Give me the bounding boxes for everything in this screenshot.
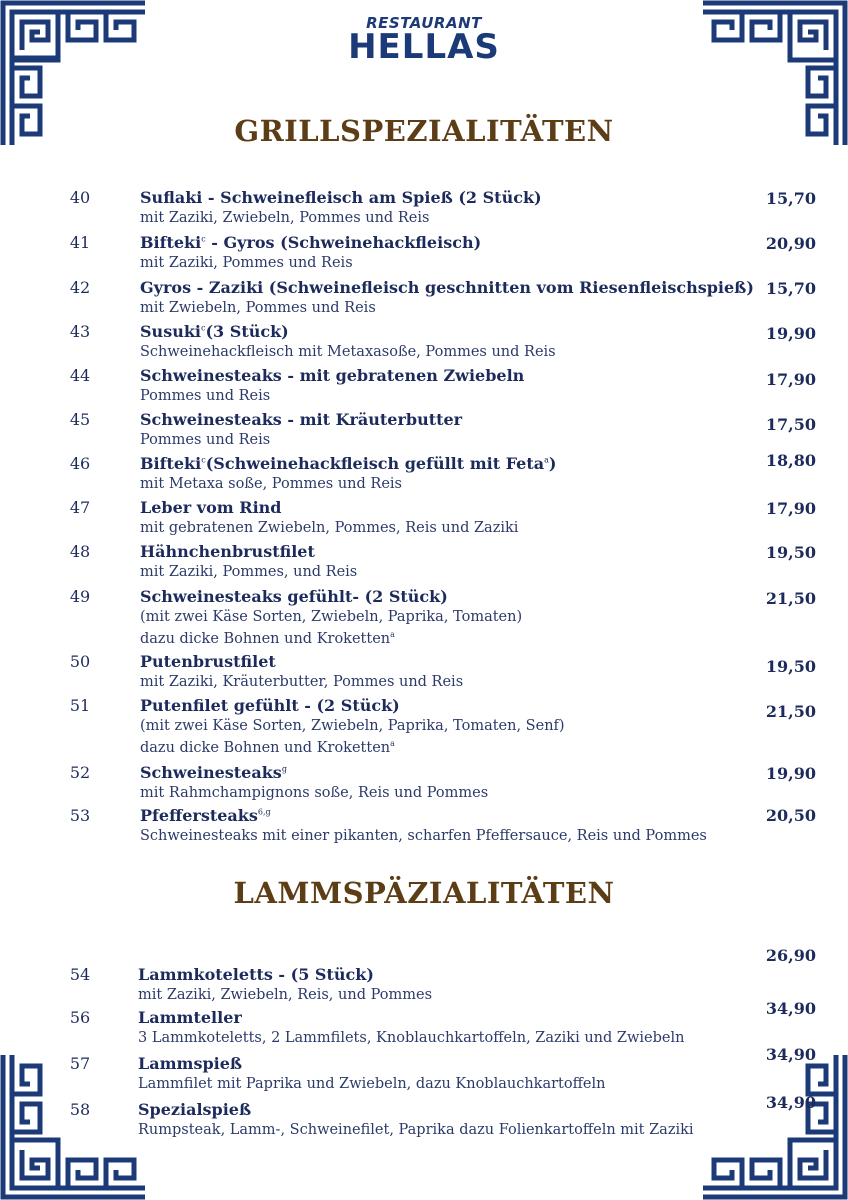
item-number: 46: [69, 454, 91, 473]
allergen-note: c: [201, 455, 206, 465]
item-number: 53: [69, 806, 91, 825]
item-price: 17,50: [765, 415, 816, 434]
item-price: 26,90: [765, 946, 816, 965]
item-number: 50: [69, 652, 91, 671]
item-price: 34,90: [765, 1045, 816, 1064]
item-name: [140, 233, 481, 252]
item-name-part: Schweinesteaks: [140, 763, 282, 782]
item-description: mit Zaziki, Zwiebeln, Pommes und Reis: [140, 210, 430, 226]
item-description: (mit zwei Käse Sorten, Zwiebeln, Paprika, Tomaten): [140, 609, 523, 625]
item-name: Schweinesteaks - mit gebratenen Zwiebeln: [140, 366, 525, 385]
item-name: Hähnchenbrustfilet: [140, 542, 315, 561]
section-title-lamb: LAMMSPÄZIALITÄTEN: [233, 876, 615, 910]
item-price: 19,90: [765, 324, 816, 343]
item-description: mit gebratenen Zwiebeln, Pommes, Reis und Zaziki: [140, 520, 519, 536]
item-number: 44: [69, 366, 91, 385]
item-price: 34,90: [765, 999, 816, 1018]
item-number: 47: [69, 498, 91, 517]
item-number: 56: [69, 1008, 91, 1027]
item-description: Schweinehackfleisch mit Metaxasoße, Pommes und Reis: [140, 344, 556, 360]
item-name: Spezialspieß: [138, 1100, 252, 1119]
item-number: 49: [69, 587, 91, 606]
allergen-note: c: [201, 234, 206, 244]
item-name-part: Bifteki: [140, 454, 202, 473]
item-description: Schweinesteaks mit einer pikanten, scharfen Pfeffersauce, Reis und Pommes: [140, 828, 707, 844]
item-number: 40: [69, 188, 91, 207]
item-description: mit Rahmchampignons soße, Reis und Pommes: [140, 785, 489, 801]
allergen-note: g: [281, 764, 287, 774]
item-description: Pommes und Reis: [140, 388, 271, 404]
item-name: Gyros - Zaziki (Schweinefleisch geschnitten vom Riesenfleischspieß): [140, 278, 754, 297]
greek-key-ornament-bottom-right: [703, 1055, 848, 1200]
item-number: 54: [69, 965, 91, 984]
item-description: [140, 630, 395, 647]
item-number: 52: [69, 763, 91, 782]
item-name-part: Susuki: [140, 322, 201, 341]
logo-restaurant-text: RESTAURANT: [366, 14, 482, 32]
item-name: [140, 454, 556, 473]
item-price: 19,50: [765, 543, 816, 562]
item-price: 15,70: [765, 279, 816, 298]
item-description: Lammfilet mit Paprika und Zwiebeln, dazu Knoblauchkartoffeln: [138, 1076, 606, 1092]
item-price: 20,90: [765, 234, 816, 253]
item-description: (mit zwei Käse Sorten, Zwiebeln, Paprika, Tomaten, Senf): [140, 718, 565, 734]
section-title-grill: GRILLSPEZIALITÄTEN: [234, 114, 614, 148]
allergen-note: c: [201, 323, 206, 333]
item-description-text: dazu dicke Bohnen und Kroketten: [140, 739, 391, 756]
item-description: mit Zaziki, Kräuterbutter, Pommes und Reis: [140, 674, 464, 690]
item-description: mit Zwiebeln, Pommes und Reis: [140, 300, 376, 316]
item-name-part: Pfeffersteaks: [140, 806, 258, 825]
item-description: Pommes und Reis: [140, 432, 271, 448]
item-name-part: - Gyros (Schweinehackfleisch): [205, 233, 482, 252]
item-name: Leber vom Rind: [140, 498, 282, 517]
item-name: Lammspieß: [138, 1054, 243, 1073]
item-number: 51: [69, 696, 91, 715]
item-description: mit Zaziki, Zwiebeln, Reis, und Pommes: [138, 987, 433, 1003]
item-price: 34,90: [765, 1093, 816, 1112]
item-price: 17,90: [765, 499, 816, 518]
item-description-text: dazu dicke Bohnen und Kroketten: [140, 630, 391, 647]
item-number: 43: [69, 322, 91, 341]
item-name-part: Bifteki: [140, 233, 202, 252]
item-name: Lammteller: [138, 1008, 242, 1027]
restaurant-logo: [0, 14, 848, 67]
item-number: 45: [69, 410, 91, 429]
item-price: 18,80: [765, 451, 816, 470]
item-price: 21,50: [765, 589, 816, 608]
allergen-note: a: [390, 630, 395, 639]
allergen-note: 6,g: [257, 807, 271, 817]
greek-key-ornament-bottom-left: [0, 1055, 145, 1200]
item-name: Putenbrustfilet: [140, 652, 276, 671]
item-description: Rumpsteak, Lamm-, Schweinefilet, Paprika dazu Folienkartoffeln mit Zaziki: [138, 1122, 694, 1138]
item-name: [140, 806, 271, 825]
item-description: mit Metaxa soße, Pommes und Reis: [140, 476, 402, 492]
item-price: 21,50: [765, 702, 816, 721]
item-price: 19,50: [765, 657, 816, 676]
item-name: Schweinesteaks - mit Kräuterbutter: [140, 410, 463, 429]
item-name: [140, 763, 287, 782]
item-name: Schweinesteaks gefühlt- (2 Stück): [140, 587, 448, 606]
item-name: Suflaki - Schweinefleisch am Spieß (2 Stück): [140, 188, 542, 207]
item-price: 19,90: [765, 764, 816, 783]
item-number: 48: [69, 542, 91, 561]
item-number: 58: [69, 1100, 91, 1119]
allergen-note: a: [390, 739, 395, 748]
item-description: mit Zaziki, Pommes und Reis: [140, 255, 353, 271]
item-name: [140, 322, 289, 341]
item-number: 41: [69, 233, 91, 252]
logo-hellas-text: HELLAS: [348, 27, 500, 67]
item-description: 3 Lammkoteletts, 2 Lammfilets, Knoblauchkartoffeln, Zaziki und Zwiebeln: [138, 1030, 685, 1046]
item-name-part: ): [548, 454, 557, 473]
item-price: 17,90: [765, 370, 816, 389]
item-name-part: (3 Stück): [205, 322, 289, 341]
item-price: 15,70: [765, 189, 816, 208]
allergen-note: a: [544, 455, 549, 465]
item-price: 20,50: [765, 806, 816, 825]
item-name: Putenfilet gefühlt - (2 Stück): [140, 696, 400, 715]
item-name-part: (Schweinehackfleisch gefüllt mit Feta: [205, 454, 545, 473]
item-description: mit Zaziki, Pommes, und Reis: [140, 564, 358, 580]
item-number: 57: [69, 1054, 91, 1073]
item-number: 42: [69, 278, 91, 297]
item-name: Lammkoteletts - (5 Stück): [138, 965, 374, 984]
item-description: [140, 739, 395, 756]
